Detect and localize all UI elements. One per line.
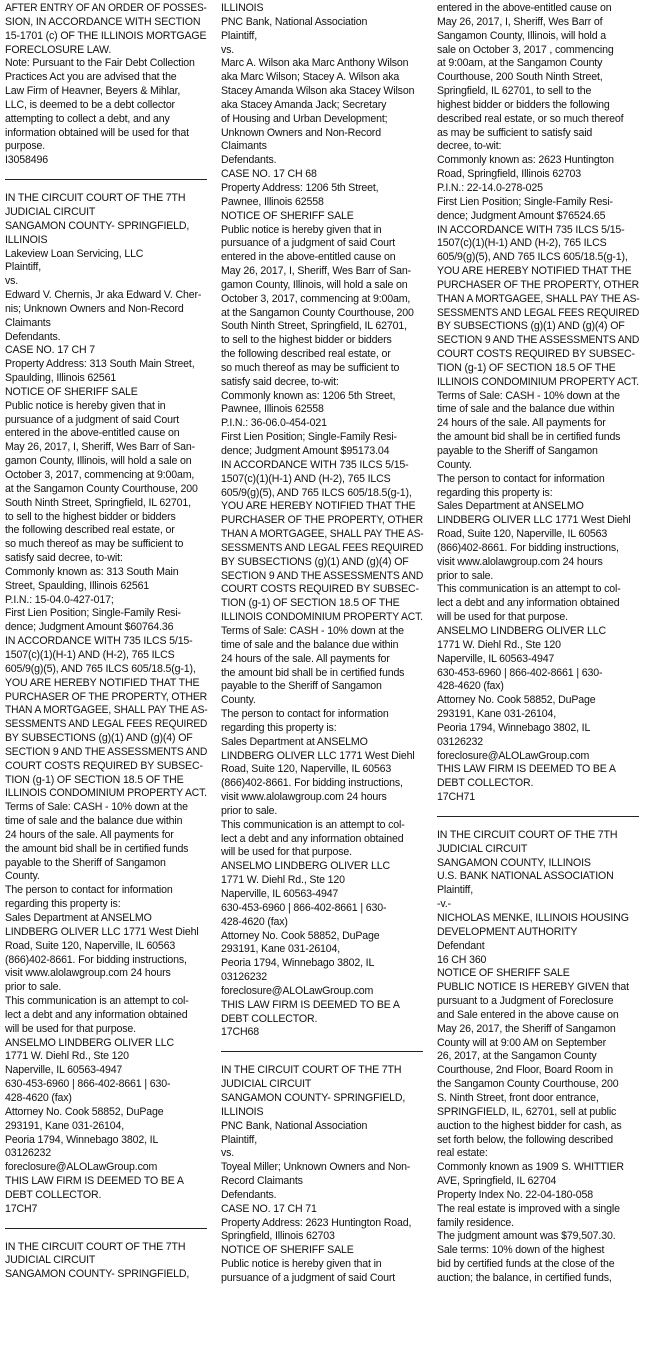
- text-line: 1771 W. Diehl Rd., Ste 120: [5, 1050, 129, 1063]
- text-line: sale on October 3, 2017 , commencing: [437, 43, 614, 56]
- text-line: SECTION 9 AND THE ASSESSMENTS AND: [5, 745, 208, 758]
- text-line: Sale terms: 10% down of the highest: [437, 1244, 605, 1257]
- text-line: decree, to-wit:: [437, 140, 502, 153]
- text-line: 1771 W. Diehl Rd., Ste 120: [437, 638, 561, 651]
- text-line: Public notice is hereby given that in: [221, 223, 382, 236]
- text-line: Sales Department at ANSELMO: [5, 912, 152, 924]
- text-line: Courthouse, 2nd Floor, Board Room in: [437, 1064, 613, 1077]
- text-line: Road, Suite 120, Naperville, IL 60563: [5, 939, 176, 952]
- text-line: I3058496: [5, 154, 48, 167]
- text-line: SESSMENTS AND LEGAL FEES REQUIRED: [437, 306, 640, 319]
- text-line: Peoria 1794, Winnebago 3802, IL: [221, 957, 375, 970]
- text-line: prior to sale.: [221, 804, 278, 817]
- text-line: purpose.: [5, 140, 46, 153]
- text-line: LLC, is deemed to be a debt collector: [5, 98, 175, 111]
- text-line: PURCHASER OF THE PROPERTY, OTHER: [221, 514, 424, 527]
- text-line: NOTICE OF SHERIFF SALE: [5, 385, 138, 398]
- text-line: foreclosure@ALOLawGroup.com: [5, 1161, 158, 1174]
- text-line: prior to sale.: [437, 569, 494, 582]
- text-line: U.S. BANK NATIONAL ASSOCIATION: [437, 870, 614, 883]
- text-line: aka Stacey Amanda Jack; Secretary: [221, 98, 387, 111]
- text-line: Pawnee, Illinois 62558: [221, 403, 324, 416]
- text-line: 03126232: [221, 971, 267, 984]
- text-line: ILLINOIS: [221, 2, 264, 14]
- text-line: 16 CH 360: [437, 953, 487, 966]
- text-line: Attorney No. Cook 58852, DuPage: [5, 1105, 164, 1118]
- text-line: Road, Suite 120, Naperville, IL 60563: [221, 763, 392, 776]
- text-line: payable to the Sheriff of Sangamon: [221, 680, 382, 693]
- text-line: foreclosure@ALOLawGroup.com: [437, 749, 590, 762]
- text-line: This communication is an attempt to col-: [5, 995, 189, 1008]
- text-line: South Ninth Street, Springfield, IL 62701,: [221, 320, 407, 333]
- text-line: Property Address: 1206 5th Street,: [221, 181, 379, 194]
- text-line: entered in the above-entitled cause on: [5, 427, 180, 440]
- text-line: time of sale and the balance due within: [5, 815, 183, 828]
- text-line: of Housing and Urban Development;: [221, 112, 388, 125]
- text-line: 17CH68: [221, 1026, 259, 1039]
- text-line: LINDBERG OLIVER LLC 1771 West Diehl: [5, 925, 199, 938]
- text-line: Road, Suite 120, Naperville, IL 60563: [437, 528, 608, 541]
- notice-divider: [5, 1228, 207, 1229]
- text-line: DEBT COLLECTOR.: [5, 1188, 102, 1201]
- text-line: ILLINOIS: [5, 233, 48, 246]
- text-line: First Lien Position; Single-Family Resi-: [221, 431, 397, 444]
- text-line: BY SUBSECTIONS (g)(1) AND (g)(4) OF: [437, 320, 625, 333]
- text-line: NOTICE OF SHERIFF SALE: [221, 1244, 354, 1257]
- text-line: THAN A MORTGAGEE, SHALL PAY THE AS-: [5, 704, 208, 717]
- text-line: Sales Department at ANSELMO: [221, 735, 368, 748]
- text-line: payable to the Sheriff of Sangamon: [5, 856, 166, 869]
- text-line: 24 hours of the sale. All payments for: [437, 417, 606, 430]
- text-line: foreclosure@ALOLawGroup.com: [221, 984, 374, 997]
- text-line: 428-4620 (fax): [5, 1091, 72, 1104]
- text-line: Commonly known as 1909 S. WHITTIER: [437, 1161, 624, 1174]
- text-line: IN THE CIRCUIT COURT OF THE 7TH: [221, 1064, 402, 1077]
- text-line: the amount bid shall be in certified funds: [437, 431, 621, 444]
- text-line: Defendants.: [221, 154, 277, 167]
- text-line: BY SUBSECTIONS (g)(1) AND (g)(4) OF: [221, 555, 409, 568]
- text-line: Property Address: 2623 Huntington Road,: [221, 1216, 412, 1229]
- text-line: THAN A MORTGAGEE, SHALL PAY THE AS-: [437, 292, 640, 305]
- text-line: 630-453-6960 | 866-402-8661 | 630-: [221, 901, 387, 914]
- text-line: Toyeal Miller; Unknown Owners and Non-: [221, 1161, 411, 1174]
- text-line: regarding this property is:: [437, 486, 553, 499]
- text-line: First Lien Position; Single-Family Resi-: [5, 607, 181, 620]
- text-line: 17CH71: [437, 791, 475, 804]
- text-line: so much thereof as may be sufficient to: [221, 361, 400, 374]
- text-line: Plaintiff,: [437, 884, 473, 897]
- text-line: to sell to the highest bidder or bidders: [5, 510, 176, 523]
- text-line: dence; Judgment Amount $60764.36: [5, 621, 174, 634]
- text-line: Sangamon County, Illinois, will hold a: [437, 29, 606, 42]
- text-line: P.I.N.: 22-14.0-278-025: [437, 181, 543, 194]
- text-line: May 26, 2017, I, Sheriff, Wes Barr of: [437, 15, 603, 28]
- text-line: ANSELMO LINDBERG OLIVER LLC: [5, 1036, 175, 1049]
- text-line: SANGAMON COUNTY, ILLINOIS: [437, 856, 591, 869]
- text-line: gamon County, Illinois, will hold a sale on: [221, 278, 408, 291]
- text-line: Street, Spaulding, Illinois 62561: [5, 579, 150, 592]
- text-line: 24 hours of the sale. All payments for: [221, 652, 390, 665]
- text-line: Springfield, IL 62701, to sell to the: [437, 85, 592, 98]
- text-line: auction; the balance, in certified funds,: [437, 1271, 612, 1284]
- text-line: 03126232: [5, 1147, 51, 1160]
- text-line: 1507(c)(1)(H-1) AND (H-2), 765 ILCS: [5, 648, 175, 661]
- text-line: Law Firm of Heavner, Beyers & Mihlar,: [5, 85, 181, 98]
- text-line: County will at 9:00 AM on September: [437, 1036, 607, 1049]
- text-line: SANGAMON COUNTY- SPRINGFIELD,: [221, 1091, 406, 1104]
- text-line: at 9:00am, at the Sangamon County: [437, 57, 603, 70]
- text-line: SION, IN ACCORDANCE WITH SECTION: [5, 15, 201, 28]
- text-line: dence; Judgment Amount $76524.65: [437, 209, 606, 222]
- text-line: 03126232: [437, 735, 483, 748]
- text-line: TION (g-1) OF SECTION 18.5 OF THE: [437, 361, 616, 374]
- text-line: Public notice is hereby given that in: [221, 1258, 382, 1271]
- text-line: 630-453-6960 | 866-402-8661 | 630-: [5, 1078, 171, 1091]
- text-line: Road, Springfield, Illinois 62703: [437, 168, 582, 181]
- text-line: Practices Act you are advised that the: [5, 71, 177, 84]
- text-line: Defendant: [437, 939, 485, 952]
- text-line: Commonly known as: 313 South Main: [5, 565, 179, 578]
- text-line: County.: [437, 458, 472, 471]
- text-line: SANGAMON COUNTY- SPRINGFIELD,: [5, 219, 190, 232]
- text-line: THIS LAW FIRM IS DEEMED TO BE A: [5, 1175, 184, 1188]
- text-line: Marc A. Wilson aka Marc Anthony Wilson: [221, 57, 409, 70]
- text-line: SPRINGFIELD, IL, 62701, sell at public: [437, 1105, 617, 1118]
- text-line: Terms of Sale: CASH - 10% down at the: [5, 801, 188, 814]
- text-line: SANGAMON COUNTY- SPRINGFIELD,: [5, 1268, 190, 1281]
- text-line: Lakeview Loan Servicing, LLC: [5, 247, 144, 260]
- text-line: South Ninth Street, Springfield, IL 62701,: [5, 496, 191, 509]
- text-line: Claimants: [5, 316, 51, 329]
- text-line: Attorney No. Cook 58852, DuPage: [437, 694, 596, 707]
- text-line: JUDICIAL CIRCUIT: [5, 1254, 96, 1267]
- text-line: P.I.N.: 36-06.0-454-021: [221, 417, 327, 430]
- text-line: PUBLIC NOTICE IS HEREBY GIVEN that: [437, 981, 629, 994]
- text-line: 1507(c)(1)(H-1) AND (H-2), 765 ILCS: [437, 237, 607, 250]
- text-line: YOU ARE HEREBY NOTIFIED THAT THE: [221, 500, 416, 513]
- text-line: Plaintiff,: [221, 1133, 257, 1146]
- text-line: pursuance of a judgment of said Court: [221, 1271, 396, 1284]
- text-line: NOTICE OF SHERIFF SALE: [437, 967, 570, 980]
- text-line: vs.: [5, 275, 19, 288]
- text-line: the amount bid shall be in certified funds: [5, 842, 189, 855]
- text-line: COURT COSTS REQUIRED BY SUBSEC-: [5, 759, 203, 772]
- text-line: Plaintiff,: [221, 29, 257, 42]
- text-line: time of sale and the balance due within: [437, 403, 615, 416]
- text-line: ILLINOIS CONDOMINIUM PROPERTY ACT.: [5, 787, 207, 800]
- text-line: the following described real estate, or: [5, 524, 175, 537]
- text-line: at the Sangamon County Courthouse, 200: [221, 306, 414, 319]
- text-line: ILLINOIS CONDOMINIUM PROPERTY ACT.: [437, 375, 639, 388]
- text-line: 17CH7: [5, 1202, 38, 1215]
- text-line: The person to contact for information: [5, 884, 173, 897]
- text-line: IN THE CIRCUIT COURT OF THE 7TH: [5, 1240, 186, 1253]
- column-3: [432, 0, 646, 1349]
- text-line: Peoria 1794, Winnebago 3802, IL: [437, 721, 591, 734]
- text-line: This communication is an attempt to col-: [437, 583, 621, 596]
- text-line: The judgment amount was $79,507.30.: [437, 1230, 616, 1243]
- text-line: Naperville, IL 60563-4947: [221, 888, 339, 900]
- text-line: CASE NO. 17 CH 71: [221, 1202, 317, 1215]
- text-line: JUDICIAL CIRCUIT: [437, 842, 528, 855]
- text-line: Property Index No. 22-04-180-058: [437, 1188, 593, 1201]
- text-line: County.: [221, 694, 256, 707]
- text-line: IN ACCORDANCE WITH 735 ILCS 5/15-: [5, 635, 193, 648]
- text-line: YOU ARE HEREBY NOTIFIED THAT THE: [5, 676, 200, 689]
- text-line: JUDICIAL CIRCUIT: [5, 205, 96, 218]
- text-line: Naperville, IL 60563-4947: [5, 1064, 123, 1077]
- text-line: ANSELMO LINDBERG OLIVER LLC: [437, 624, 607, 637]
- text-line: 1771 W. Diehl Rd., Ste 120: [221, 874, 345, 887]
- text-line: auction to the highest bidder for cash, as: [437, 1119, 622, 1132]
- text-line: the following described real estate, or: [221, 348, 391, 361]
- text-line: IN THE CIRCUIT COURT OF THE 7TH: [5, 192, 186, 205]
- text-line: Spaulding, Illinois 62561: [5, 372, 117, 385]
- text-line: will be used for that purpose.: [437, 611, 568, 624]
- text-line: entered in the above-entitled cause on: [221, 251, 396, 264]
- text-line: Defendants.: [221, 1188, 277, 1201]
- text-line: 293191, Kane 031-26104,: [5, 1119, 125, 1132]
- text-line: 605/9(g)(5), AND 765 ILCS 605/18.5(g-1),: [437, 251, 628, 264]
- text-line: (866)402-8661. For bidding instructions,: [437, 541, 619, 554]
- text-line: The person to contact for information: [221, 708, 389, 721]
- text-line: Defendants.: [5, 330, 61, 343]
- text-line: (866)402-8661. For bidding instructions,: [5, 953, 187, 966]
- text-line: SESSMENTS AND LEGAL FEES REQUIRED: [221, 541, 424, 554]
- text-line: THAN A MORTGAGEE, SHALL PAY THE AS-: [221, 528, 424, 541]
- text-line: visit www.alolawgroup.com 24 hours: [437, 555, 603, 568]
- text-line: prior to sale.: [5, 981, 62, 994]
- text-line: SECTION 9 AND THE ASSESSMENTS AND: [221, 569, 424, 582]
- text-line: family residence.: [437, 1216, 514, 1229]
- text-line: visit www.alolawgroup.com 24 hours: [221, 791, 387, 804]
- text-line: highest bidder or bidders the following: [437, 98, 610, 111]
- text-line: SECTION 9 AND THE ASSESSMENTS AND: [437, 334, 640, 347]
- text-line: described real estate, or so much thereof: [437, 112, 624, 125]
- text-line: LINDBERG OLIVER LLC 1771 West Diehl: [437, 514, 631, 527]
- text-line: YOU ARE HEREBY NOTIFIED THAT THE: [437, 265, 632, 278]
- text-line: P.I.N.: 15-04.0-427-017;: [5, 593, 114, 606]
- text-line: Unknown Owners and Non-Record: [221, 126, 381, 139]
- text-line: IN ACCORDANCE WITH 735 ILCS 5/15-: [437, 223, 625, 236]
- text-line: First Lien Position; Single-Family Resi-: [437, 195, 613, 208]
- text-line: THIS LAW FIRM IS DEEMED TO BE A: [437, 763, 616, 776]
- text-line: the amount bid shall be in certified funds: [221, 666, 405, 679]
- text-line: SESSMENTS AND LEGAL FEES REQUIRED: [5, 718, 208, 731]
- text-line: regarding this property is:: [5, 898, 121, 911]
- text-line: 428-4620 (fax): [221, 915, 288, 928]
- text-line: gamon County, Illinois, will hold a sale on: [5, 455, 192, 468]
- text-line: DEVELOPMENT AUTHORITY: [437, 925, 578, 938]
- text-line: Springfield, Illinois 62703: [221, 1230, 335, 1243]
- text-line: Note: Pursuant to the Fair Debt Collection: [5, 57, 195, 70]
- text-line: will be used for that purpose.: [221, 846, 352, 859]
- text-line: entered in the above-entitled cause on: [437, 2, 612, 14]
- text-line: COURT COSTS REQUIRED BY SUBSEC-: [221, 583, 419, 596]
- text-line: DEBT COLLECTOR.: [437, 777, 534, 790]
- text-line: 605/9(g)(5), AND 765 ILCS 605/18.5(g-1),: [5, 662, 196, 675]
- notice-divider: [5, 179, 207, 180]
- text-line: 15-1701 (c) OF THE ILLINOIS MORTGAGE: [5, 29, 207, 42]
- text-line: The person to contact for information: [437, 472, 605, 485]
- text-line: PURCHASER OF THE PROPERTY, OTHER: [437, 278, 640, 291]
- text-line: S. Ninth Street, front door entrance,: [437, 1091, 599, 1104]
- text-line: 428-4620 (fax): [437, 680, 504, 693]
- text-line: Edward V. Chernis, Jr aka Edward V. Cher-: [5, 289, 202, 302]
- text-line: Peoria 1794, Winnebago 3802, IL: [5, 1133, 159, 1146]
- text-line: Terms of Sale: CASH - 10% down at the: [437, 389, 620, 402]
- text-line: May 26, 2017, I, Sheriff, Wes Barr of San-: [5, 441, 195, 454]
- text-line: LINDBERG OLIVER LLC 1771 West Diehl: [221, 749, 415, 762]
- text-line: -v.-: [437, 898, 451, 911]
- text-line: 24 hours of the sale. All payments for: [5, 828, 174, 841]
- text-line: 630-453-6960 | 866-402-8661 | 630-: [437, 666, 603, 679]
- text-line: 293191, Kane 031-26104,: [221, 943, 341, 956]
- text-line: visit www.alolawgroup.com 24 hours: [5, 967, 171, 980]
- text-line: 293191, Kane 031-26104,: [437, 708, 557, 721]
- text-line: Property Address: 313 South Main Street,: [5, 358, 195, 371]
- text-line: Record Claimants: [221, 1175, 303, 1188]
- text-line: This communication is an attempt to col-: [221, 818, 405, 831]
- text-line: attempting to collect a debt, and any: [5, 112, 170, 125]
- text-line: vs.: [221, 43, 235, 56]
- text-line: ILLINOIS: [221, 1105, 264, 1118]
- text-line: Pawnee, Illinois 62558: [221, 195, 324, 208]
- text-line: payable to the Sheriff of Sangamon: [437, 445, 598, 457]
- text-line: CASE NO. 17 CH 7: [5, 344, 96, 357]
- text-line: May 26, 2017, the Sheriff of Sangamon: [437, 1022, 616, 1035]
- text-line: AFTER ENTRY OF AN ORDER OF POSSES-: [5, 2, 207, 14]
- text-line: dence; Judgment Amount $95173.04: [221, 445, 390, 457]
- text-line: AVE, Springfield, IL 62704: [437, 1175, 557, 1188]
- text-line: the Sangamon County Courthouse, 200: [437, 1078, 619, 1091]
- notice-divider: [437, 816, 639, 817]
- text-line: 605/9(g)(5), AND 765 ILCS 605/18.5(g-1),: [221, 486, 412, 499]
- text-line: IN ACCORDANCE WITH 735 ILCS 5/15-: [221, 458, 409, 471]
- text-line: Public notice is hereby given that in: [5, 399, 166, 412]
- text-line: JUDICIAL CIRCUIT: [221, 1078, 312, 1091]
- text-line: Sales Department at ANSELMO: [437, 500, 584, 513]
- text-line: bid by certified funds at the close of the: [437, 1258, 615, 1271]
- text-line: to sell to the highest bidder or bidders: [221, 334, 392, 347]
- text-line: Commonly known as: 2623 Huntington: [437, 154, 614, 167]
- text-line: PNC Bank, National Association: [221, 1119, 368, 1132]
- text-line: Stacey Amanda Wilson aka Stacey Wilson: [221, 85, 415, 98]
- text-line: PNC Bank, National Association: [221, 15, 368, 28]
- text-line: real estate:: [437, 1147, 488, 1160]
- text-line: ANSELMO LINDBERG OLIVER LLC: [221, 860, 391, 873]
- text-line: pursuant to a Judgment of Foreclosure: [437, 995, 614, 1008]
- text-line: Terms of Sale: CASH - 10% down at the: [221, 624, 404, 637]
- text-line: BY SUBSECTIONS (g)(1) AND (g)(4) OF: [5, 732, 193, 745]
- text-line: DEBT COLLECTOR.: [221, 1012, 318, 1025]
- text-line: pursuance of a judgment of said Court: [221, 237, 396, 250]
- notice-divider: [221, 1051, 423, 1052]
- text-line: Naperville, IL 60563-4947: [437, 652, 555, 665]
- text-line: May 26, 2017, I, Sheriff, Wes Barr of San-: [221, 265, 411, 278]
- text-line: IN THE CIRCUIT COURT OF THE 7TH: [437, 828, 618, 841]
- text-line: 1507(c)(1)(H-1) AND (H-2), 765 ILCS: [221, 472, 391, 485]
- text-line: ILLINOIS CONDOMINIUM PROPERTY ACT.: [221, 611, 423, 624]
- text-line: October 3, 2017, commencing at 9:00am,: [221, 292, 411, 305]
- text-line: Plaintiff,: [5, 261, 41, 274]
- text-line: lect a debt and any information obtained: [221, 832, 404, 845]
- column-1: [0, 0, 214, 1349]
- text-line: October 3, 2017, commencing at 9:00am,: [5, 469, 195, 481]
- text-line: nis; Unknown Owners and Non-Record: [5, 302, 184, 315]
- text-line: TION (g-1) OF SECTION 18.5 OF THE: [5, 773, 184, 786]
- text-line: at the Sangamon County Courthouse, 200: [5, 482, 198, 495]
- text-line: regarding this property is:: [221, 721, 337, 734]
- text-line: Claimants: [221, 140, 267, 153]
- text-line: satisfy said decree, to-wit:: [5, 552, 123, 565]
- text-line: and Sale entered in the above cause on: [437, 1008, 619, 1021]
- text-line: time of sale and the balance due within: [221, 638, 399, 651]
- text-line: information obtained will be used for that: [5, 126, 189, 139]
- text-line: Commonly known as: 1206 5th Street,: [221, 389, 396, 402]
- text-line: Attorney No. Cook 58852, DuPage: [221, 929, 380, 942]
- text-line: FORECLOSURE LAW.: [5, 43, 112, 56]
- text-line: set forth below, the following described: [437, 1133, 613, 1146]
- text-line: so much thereof as may be sufficient to: [5, 538, 184, 551]
- text-line: vs.: [221, 1147, 235, 1160]
- text-line: pursuance of a judgment of said Court: [5, 413, 180, 426]
- text-line: aka Marc Wilson; Stacey A. Wilson aka: [221, 71, 400, 84]
- text-line: satisfy said decree, to-wit:: [221, 375, 339, 388]
- text-line: lect a debt and any information obtained: [5, 1008, 188, 1021]
- text-line: THIS LAW FIRM IS DEEMED TO BE A: [221, 998, 400, 1011]
- text-line: lect a debt and any information obtained: [437, 597, 620, 610]
- text-line: TION (g-1) OF SECTION 18.5 OF THE: [221, 597, 400, 610]
- text-line: NOTICE OF SHERIFF SALE: [221, 209, 354, 222]
- text-line: The real estate is improved with a single: [437, 1202, 620, 1215]
- text-line: Courthouse, 200 South Ninth Street,: [437, 71, 603, 84]
- text-line: CASE NO. 17 CH 68: [221, 168, 317, 181]
- text-line: County.: [5, 870, 40, 883]
- text-line: PURCHASER OF THE PROPERTY, OTHER: [5, 690, 208, 703]
- text-line: 26, 2017, at the Sangamon County: [437, 1050, 597, 1063]
- text-line: will be used for that purpose.: [5, 1022, 136, 1035]
- text-line: (866)402-8661. For bidding instructions,: [221, 777, 403, 790]
- column-2: [216, 0, 430, 1349]
- text-line: NICHOLAS MENKE, ILLINOIS HOUSING: [437, 912, 629, 924]
- text-line: as may be sufficient to satisfy said: [437, 126, 593, 139]
- text-line: COURT COSTS REQUIRED BY SUBSEC-: [437, 348, 635, 361]
